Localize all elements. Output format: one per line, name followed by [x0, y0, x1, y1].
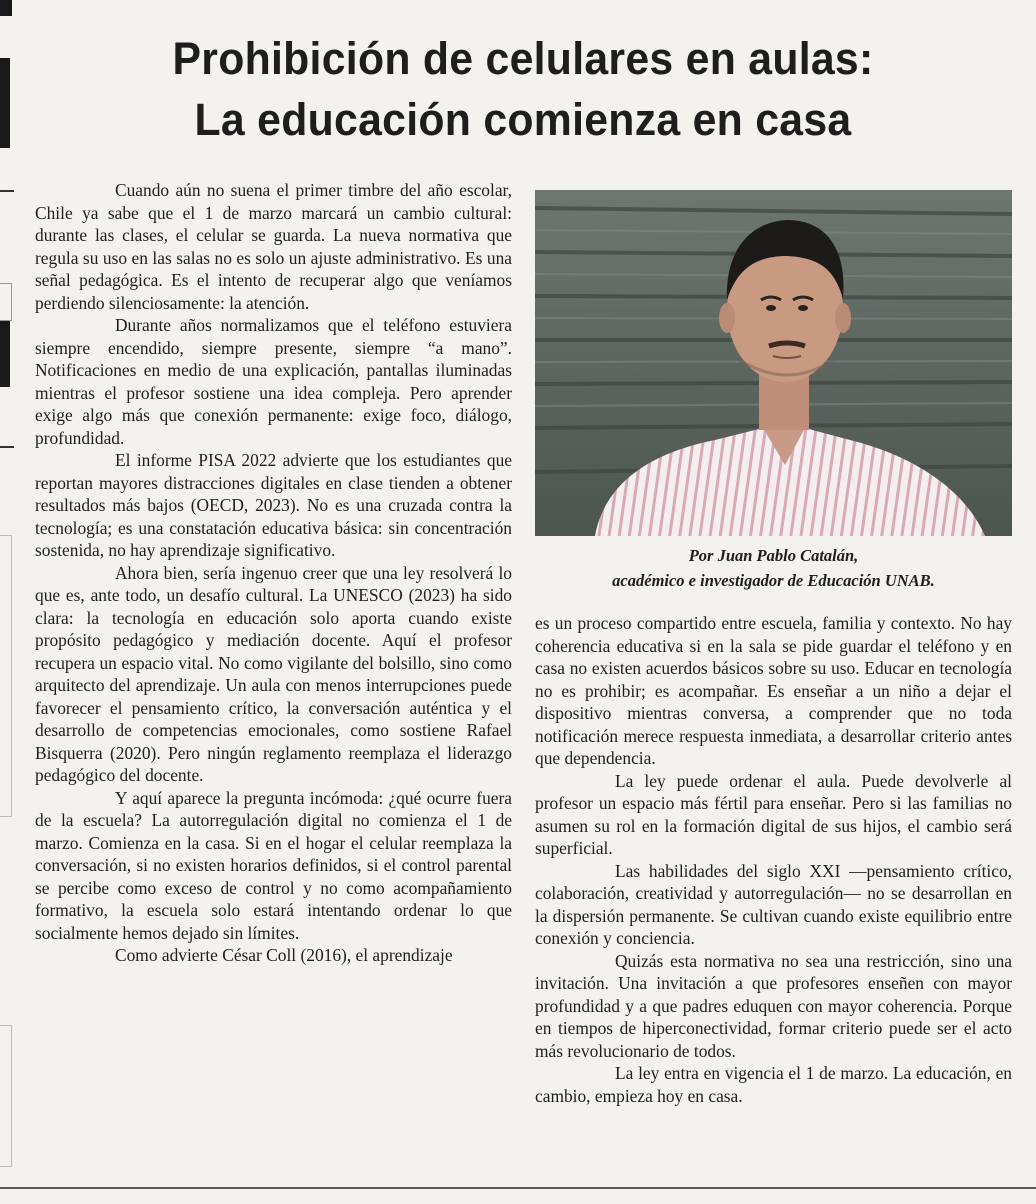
paragraph: Como advierte César Coll (2016), el aprendizaje: [115, 945, 453, 965]
photo-caption: [535, 543, 1012, 593]
author-portrait-photo: [535, 190, 1012, 536]
paragraph: Cuando aún no suena el primer timbre del año escolar, Chile ya sabe que el 1 de marzo marcará un cambio cultural: durante las clases, el celular se guarda. La nueva normativa que regula su uso en las salas no es solo un ajuste administrativo. Es una señal pedagógica. Es el intento de recuperar algo que veníamos perdiendo silenciosamente: la atención.: [35, 180, 512, 313]
page-edge-box: [0, 1025, 12, 1167]
headline-line-2: La educación comienza en casa: [194, 94, 852, 145]
paragraph: El informe PISA 2022 advierte que los estudiantes que reportan mayores distracciones digitales en clase tienden a obtener resultados más bajos (OECD, 2023). No es una cruzada contra la tecnología; es una constatación educativa básica: sin concentración sostenida, no hay aprendizaje significativo.: [35, 450, 512, 560]
paragraph: Durante años normalizamos que el teléfono estuviera siempre encendido, siempre presente, siempre “a mano”. Notificaciones en medio de una explicación, pantallas iluminadas mientras el profesor sostiene una idea compleja. Pero aprender exige algo más que conexión permanente: exige foco, diálogo, profundidad.: [35, 315, 512, 448]
page-edge-divider: [0, 446, 14, 448]
paragraph: Ahora bien, sería ingenuo creer que una ley resolverá lo que es, ante todo, un desafío cultural. La UNESCO (2023) ha sido clara: la tecnología en educación solo aporta cuando existe propósito pedagógico y mediación docente. Aquí el profesor recupera un espacio vital. No como vigilante del bolsillo, sino como arquitecto del aprendizaje. Un aula con menos interrupciones puede favorecer el pensamiento crítico, la conversación auténtica y el desarrollo de competencias emocionales, como sostiene Rafael Bisquerra (2020). Pero ningún reglamento reemplaza el liderazgo pedagógico del docente.: [35, 562, 512, 785]
page-edge-box: [0, 283, 12, 321]
paragraph: La ley entra en vigencia el 1 de marzo. La educación, en cambio, empieza hoy en casa.: [535, 1063, 1012, 1106]
author-byline: Por Juan Pablo Catalán,: [688, 546, 859, 565]
paragraph: La ley puede ordenar el aula. Puede devolverle al profesor un espacio más fértil para enseñar. Pero si las familias no asumen su rol en la formación digital de sus hijos, el cambio será superficial.: [535, 770, 1012, 858]
page-edge-bar: [0, 321, 10, 387]
paragraph: Quizás esta normativa no sea una restricción, sino una invitación. Una invitación a que profesores enseñen con mayor profundidad y a que padres eduquen con mayor coherencia. Porque en tiempos de hiperconectividad, formar criterio puede ser el acto más revolucionario de todos.: [535, 950, 1012, 1061]
article-column-left: [35, 179, 512, 967]
page-edge-bar: [0, 0, 12, 16]
headline-line-1: Prohibición de celulares en aulas:: [172, 33, 874, 84]
author-affiliation: académico e investigador de Educación UNAB.: [612, 571, 935, 590]
page-edge-box: [0, 535, 12, 817]
page-edge-divider: [0, 190, 14, 192]
paragraph: es un proceso compartido entre escuela, familia y contexto. No hay coherencia educativa si en la sala se pide guardar el teléfono y en casa no existen acuerdos básicos sobre su uso. Educar en tecnología no es prohibir; es acompañar. Es enseñar a un niño a dejar el dispositivo mientras conversa, a comprender que no toda notificación merece respuesta inmediata, a desarrollar criterio antes que dependencia.: [535, 613, 1012, 768]
article-column-right: [535, 612, 1012, 1107]
bottom-divider: [0, 1187, 1036, 1189]
page-edge-bar: [0, 58, 10, 148]
paragraph: Las habilidades del siglo XXI —pensamiento crítico, colaboración, creatividad y autorregulación— no se desarrollan en la dispersión permanente. Se cultivan cuando existe equilibrio entre conexión y conciencia.: [535, 860, 1012, 948]
article-headline: [53, 28, 994, 150]
portrait-photo-graphic: [535, 190, 1012, 536]
paragraph: Y aquí aparece la pregunta incómoda: ¿qué ocurre fuera de la escuela? La autorregulación digital no comienza el 1 de marzo. Comienza en la casa. Si en el hogar el celular reemplaza la conversación, si no existen horarios definidos, si el control parental se percibe como exceso de control y no como acompañamiento formativo, la escuela solo estará intentando ordenar lo que socialmente hemos dejado sin límites.: [35, 787, 512, 943]
